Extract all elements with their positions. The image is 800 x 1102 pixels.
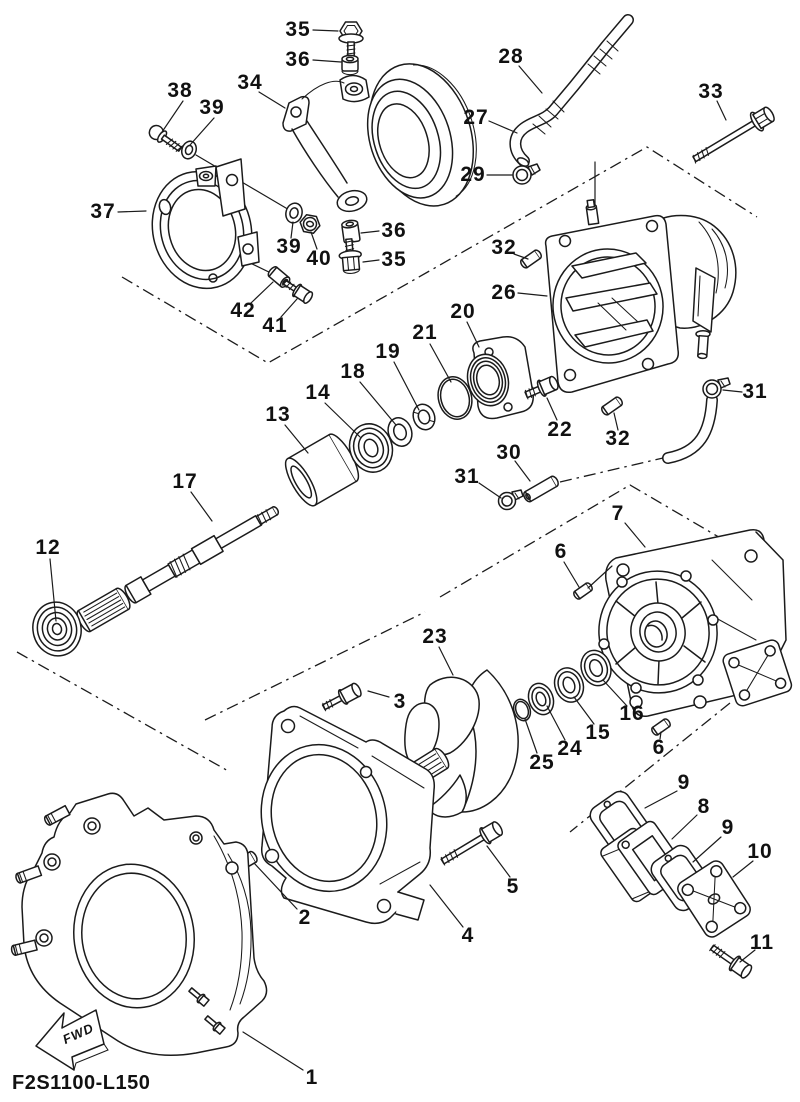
part-callout-7: 7 (611, 502, 625, 525)
part-callout-17: 17 (172, 470, 198, 493)
pin-32b (600, 396, 624, 416)
part-callout-12: 12 (35, 536, 61, 559)
part-callout-35a: 35 (285, 18, 311, 41)
bilge-hose (668, 378, 730, 458)
pin-32a (519, 249, 543, 269)
part-callout-14: 14 (305, 381, 331, 404)
part-callout-15: 15 (585, 721, 611, 744)
part-callout-33: 33 (698, 80, 724, 103)
part-callout-28: 28 (498, 45, 524, 68)
part-callout-21: 21 (412, 321, 438, 344)
part-callout-30: 30 (496, 441, 522, 464)
part-callout-31a: 31 (454, 465, 480, 488)
part-callout-26: 26 (491, 281, 517, 304)
hose-27-28 (515, 20, 628, 168)
part-callout-39b: 39 (276, 235, 302, 258)
part-callout-32a: 32 (491, 236, 517, 259)
pump-housing-26 (546, 162, 736, 392)
part-callout-31b: 31 (742, 380, 768, 403)
nut-36-top (342, 55, 358, 74)
part-callout-6a: 6 (554, 540, 568, 563)
nut-40 (299, 214, 322, 234)
bolt-3 (320, 681, 363, 714)
pin-6a (572, 582, 593, 601)
part-callout-38: 38 (167, 79, 193, 102)
part-callout-40: 40 (306, 247, 332, 270)
part-callout-25: 25 (529, 751, 555, 774)
part-callout-9b: 9 (721, 816, 735, 839)
part-callout-1: 1 (305, 1066, 319, 1089)
coupler-clamp-34 (283, 49, 494, 220)
part-callout-36b: 36 (381, 219, 407, 242)
hose-clamp-29 (513, 164, 540, 184)
bolt-35-mid (338, 238, 363, 274)
part-callout-20: 20 (450, 300, 476, 323)
part-callout-23: 23 (422, 625, 448, 648)
duct-cap-20 (462, 337, 533, 419)
part-callout-19: 19 (375, 340, 401, 363)
part-callout-27: 27 (463, 106, 489, 129)
part-callout-16: 16 (619, 702, 645, 725)
fwd-label: FWD (60, 1020, 97, 1047)
bolt-41 (281, 276, 315, 305)
part-callout-13: 13 (265, 403, 291, 426)
bearing-12 (28, 598, 86, 661)
tube-30 (522, 475, 560, 503)
bolt-35-top (339, 22, 363, 57)
part-callout-29: 29 (460, 163, 486, 186)
part-callout-8: 8 (697, 795, 711, 818)
part-callout-9a: 9 (677, 771, 691, 794)
washer-39a (179, 139, 198, 161)
drive-shaft-17 (74, 499, 283, 634)
part-callout-36a: 36 (285, 48, 311, 71)
bolt-33 (688, 104, 777, 169)
transom-plate-1 (11, 793, 267, 1055)
part-callout-32b: 32 (605, 427, 631, 450)
washer-19 (410, 401, 439, 433)
part-callout-34: 34 (237, 71, 263, 94)
part-callout-37: 37 (90, 200, 116, 223)
part-callout-5: 5 (506, 875, 520, 898)
part-callout-22: 22 (547, 418, 573, 441)
part-callout-6b: 6 (652, 736, 666, 759)
part-callout-39a: 39 (199, 96, 225, 119)
part-callout-41: 41 (262, 314, 288, 337)
part-callout-35b: 35 (381, 248, 407, 271)
part-callout-24: 24 (557, 737, 583, 760)
part-callout-18: 18 (340, 360, 366, 383)
part-callout-2: 2 (298, 906, 312, 929)
impeller-housing-7 (588, 530, 794, 717)
part-callout-10: 10 (747, 840, 773, 863)
part-callout-42: 42 (230, 299, 256, 322)
bolt-11 (707, 940, 754, 980)
drawing-code: F2S1100-L150 (12, 1072, 151, 1094)
part-callout-11: 11 (749, 931, 775, 954)
part-callout-4: 4 (461, 924, 475, 947)
hose-clamp-31a (499, 490, 524, 510)
bolt-5 (438, 819, 505, 869)
part-callout-3: 3 (393, 690, 407, 713)
bracket-ring-37 (139, 155, 291, 300)
hose-clamp-31b (703, 378, 730, 398)
